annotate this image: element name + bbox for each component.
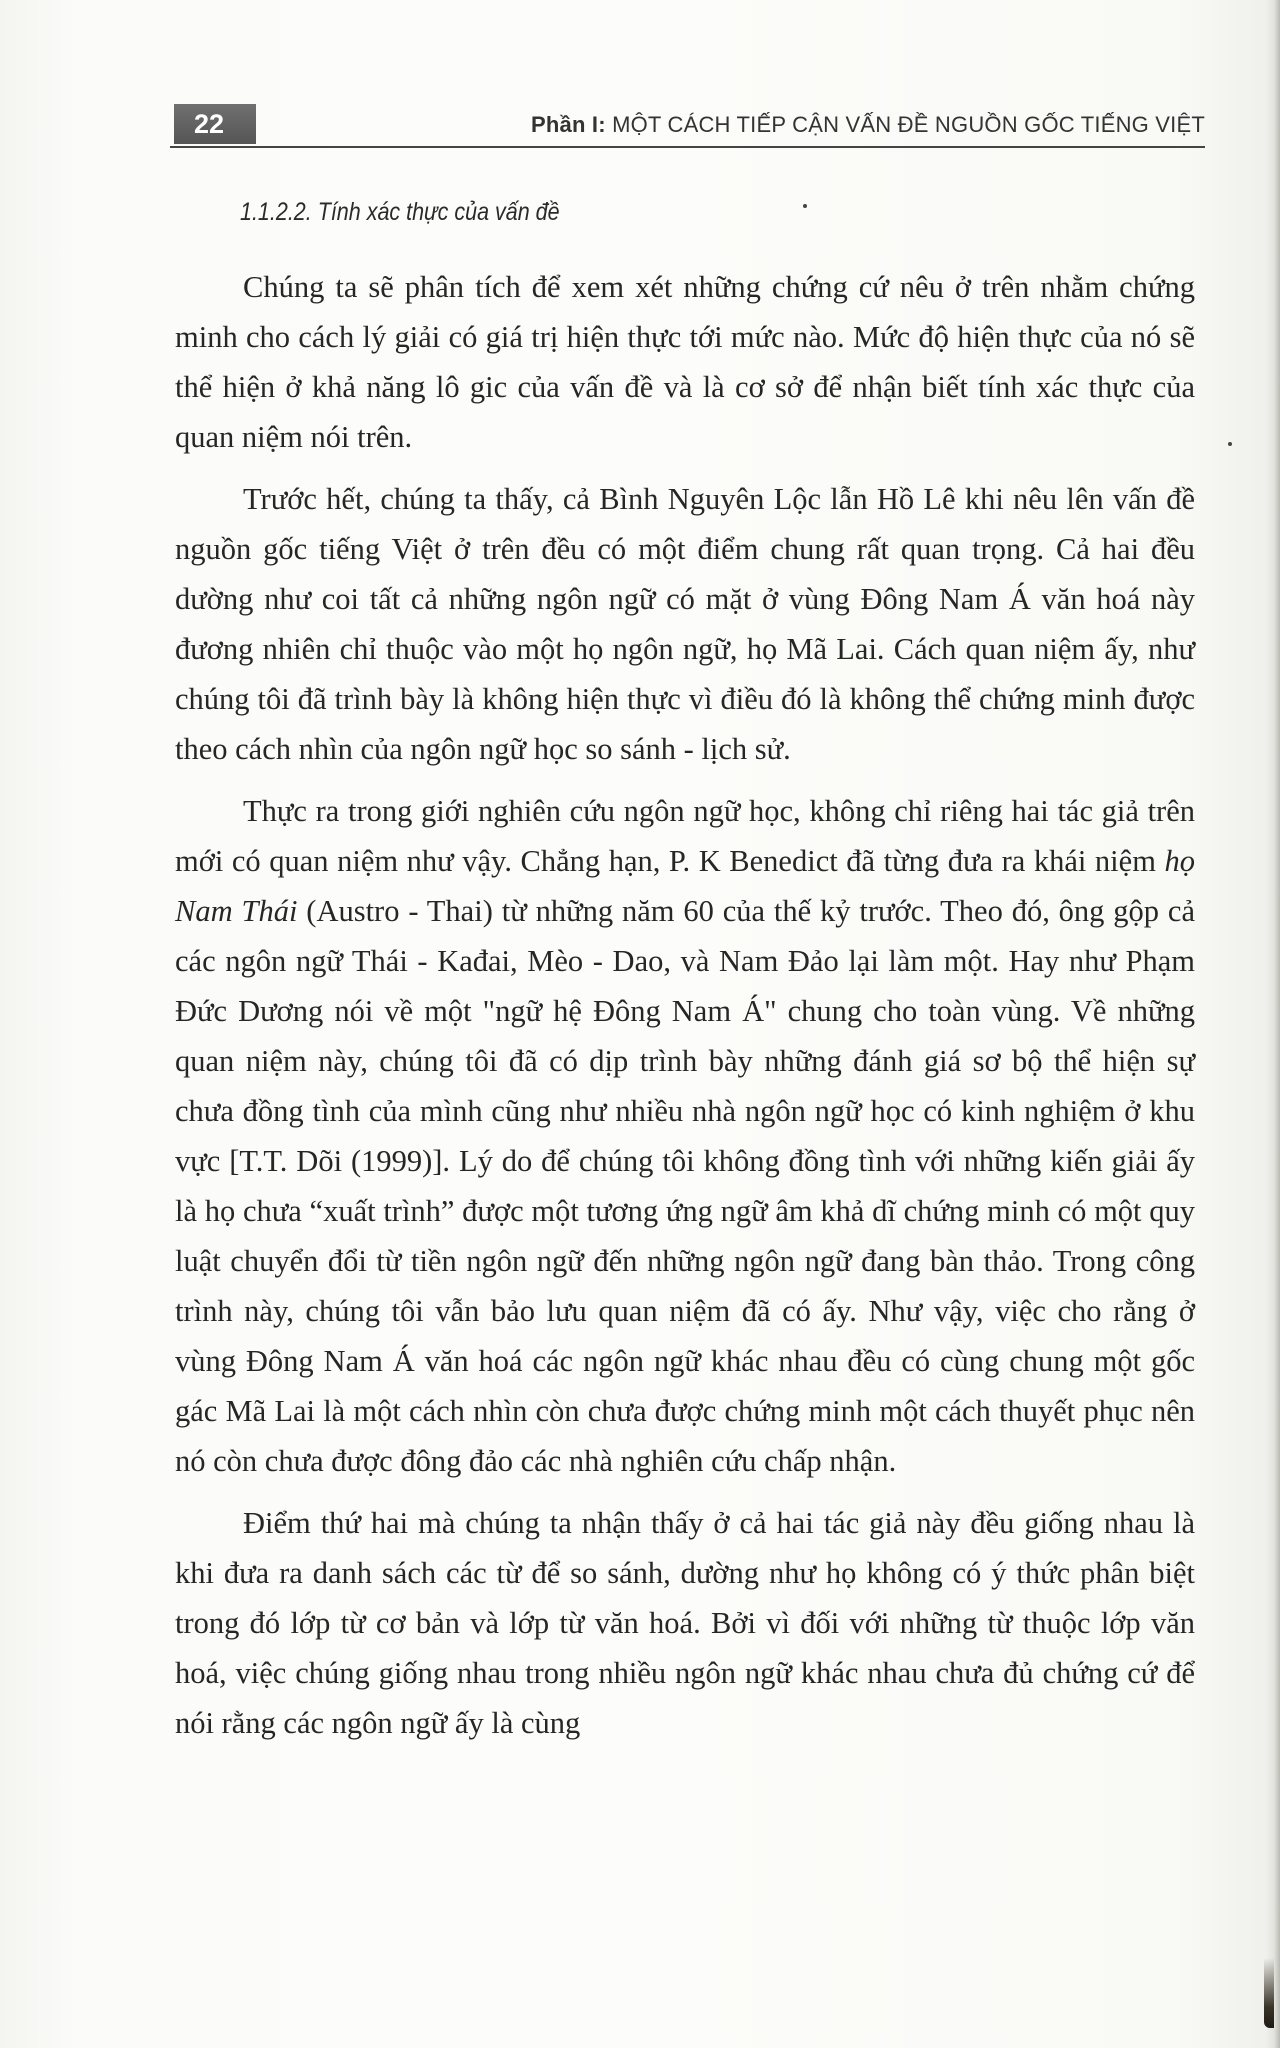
paragraph-3-part-1: Thực ra trong giới nghiên cứu ngôn ngữ học, không chỉ riêng hai tác giả trên mới có quan niệm như vậy. Chẳng hạn, P. K Benedict đã từng đưa ra khái niệm — [175, 794, 1195, 878]
paper-speck — [803, 204, 807, 208]
paragraph-2: Trước hết, chúng ta thấy, cả Bình Nguyên Lộc lẫn Hồ Lê khi nêu lên vấn đề nguồn gốc tiếng Việt ở trên đều có một điểm chung rất quan trọng. Cả hai đều dường như coi tất cả những ngôn ngữ có mặt ở vùng Đông Nam Á văn hoá này đương nhiên chỉ thuộc vào một họ ngôn ngữ, họ Mã Lai. Cách quan niệm ấy, như chúng tôi đã trình bày là không hiện thực vì điều đó là không thể chứng minh được theo cách nhìn của ngôn ngữ học so sánh - lịch sử. — [175, 482, 1195, 766]
paragraph-1: Chúng ta sẽ phân tích để xem xét những chứng cứ nêu ở trên nhằm chứng minh cho cách lý giải có giá trị hiện thực tới mức nào. Mức độ hiện thực của nó sẽ thể hiện ở khả năng lô gic của vấn đề và là cơ sở để nhận biết tính xác thực của quan niệm nói trên. — [175, 270, 1195, 454]
paragraph-3-italic-term: họ Nam Thái — [175, 844, 1195, 928]
section-heading: 1.1.2.2. Tính xác thực của vấn đề — [240, 198, 560, 226]
paper-speck — [1228, 442, 1232, 446]
paragraph-4: Điểm thứ hai mà chúng ta nhận thấy ở cả hai tác giả này đều giống nhau là khi đưa ra danh sách các từ để so sánh, dường như họ không có ý thức phân biệt trong đó lớp từ cơ bản và lớp từ văn hoá. Bởi vì đối với những từ thuộc lớp văn hoá, việc chúng giống nhau trong nhiều ngôn ngữ khác nhau chưa đủ chứng cứ để nói rằng các ngôn ngữ ấy là cùng — [175, 1506, 1195, 1740]
page-corner-mark — [1264, 1958, 1274, 2028]
page-edge-shadow — [1266, 0, 1280, 2048]
running-head — [531, 112, 1205, 138]
paragraph-3 — [175, 786, 1195, 1486]
paragraph-3-part-2: (Austro - Thai) từ những năm 60 của thế kỷ trước. Theo đó, ông gộp cả các ngôn ngữ Thái - Kađai, Mèo - Dao, và Nam Đảo lại làm một. Hay như Phạm Đức Dương nói về một "ngữ hệ Đông Nam Á" chung cho toàn vùng. Về những quan niệm này, chúng tôi đã có dịp trình bày những đánh giá sơ bộ thể hiện sự chưa đồng tình của mình cũng như nhiều nhà ngôn ngữ học có kinh nghiệm ở khu vực [T.T. Dõi (1999)]. Lý do để chúng tôi không đồng tình với những kiến giải ấy là họ chưa “xuất trình” được một tương ứng ngữ âm khả dĩ chứng minh có một quy luật chuyển đổi từ tiền ngôn ngữ đến những ngôn ngữ đang bàn thảo. Trong công trình này, chúng tôi vẫn bảo lưu quan niệm đã có ấy. Như vậy, việc cho rằng ở vùng Đông Nam Á văn hoá các ngôn ngữ khác nhau đều có cùng chung một gốc gác Mã Lai là một cách nhìn còn chưa được chứng minh một cách thuyết phục nên nó còn chưa được đông đảo các nhà nghiên cứu chấp nhận. — [175, 894, 1195, 1478]
page-number: 22 — [174, 104, 256, 144]
body-text — [175, 262, 1195, 1760]
page-header — [170, 100, 1205, 148]
running-head-title: MỘT CÁCH TIẾP CẬN VẤN ĐỀ NGUỒN GỐC TIẾNG VIỆT — [605, 112, 1205, 137]
running-head-part: Phần I: — [531, 112, 606, 137]
